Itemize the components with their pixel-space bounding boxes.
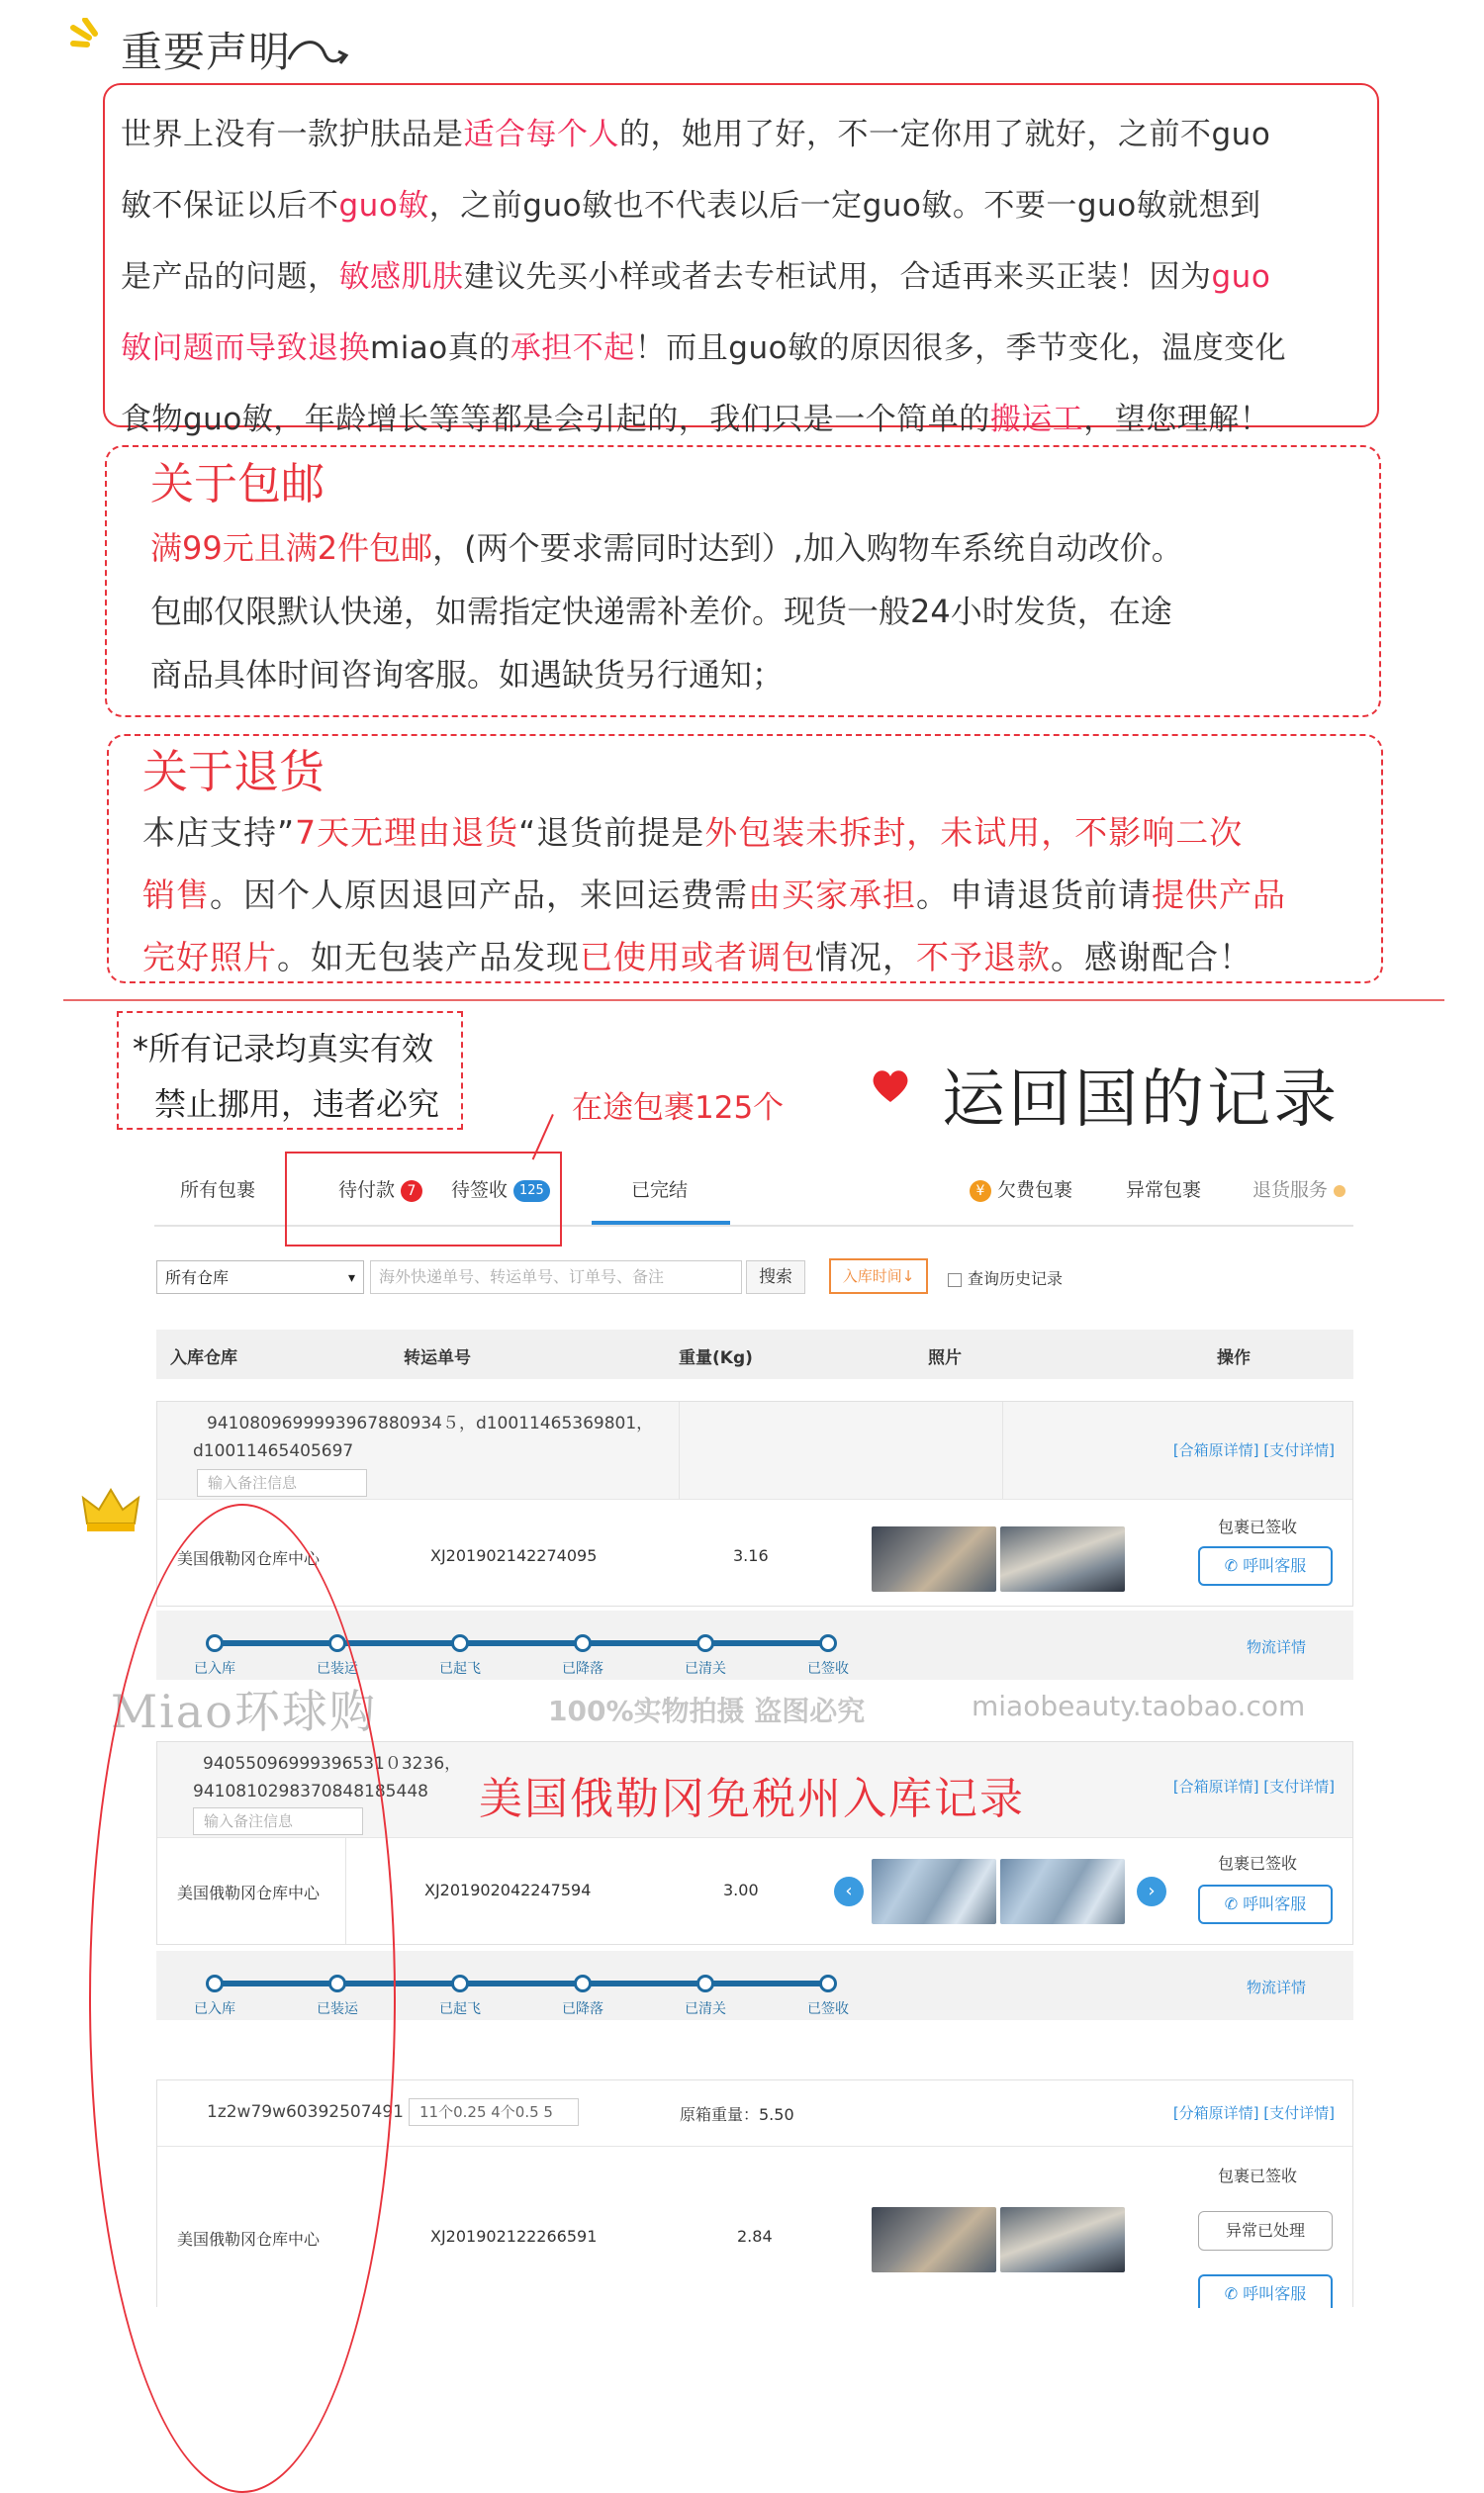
tab-owed[interactable]	[970, 1175, 1072, 1202]
call-service-label: 呼叫客服	[1243, 1556, 1307, 1575]
transfer-no-cell: XJ201902042247594	[424, 1881, 592, 1899]
shipping-title: 关于包邮	[150, 459, 325, 509]
notice-header	[69, 14, 465, 76]
step-label: 已签收	[807, 2001, 849, 2017]
tracking-numbers-line-2: d10011465405697	[193, 1441, 354, 1461]
spec-input[interactable]: 11个0.25 4个0.5 5	[409, 2098, 579, 2126]
tracking-number: 1z2w79w60392507491	[207, 2102, 404, 2122]
package-photo[interactable]	[872, 1859, 996, 1924]
step-label: 已降落	[562, 2001, 603, 2017]
tab-return-service[interactable]	[1252, 1175, 1345, 1202]
chevron-down-icon: ▾	[347, 1270, 355, 1286]
curl-arrow-icon	[285, 34, 354, 73]
crown-icon	[81, 1484, 140, 1537]
active-tab-indicator	[592, 1221, 730, 1225]
tracking-numbers-line-1: 94055096999396531０3236，	[203, 1754, 462, 1774]
call-service-label: 呼叫客服	[1243, 1894, 1307, 1913]
status-text: 包裹已签收	[1218, 2167, 1298, 2185]
table-row	[156, 1401, 1353, 1607]
original-weight: 原箱重量：5.50	[680, 2105, 794, 2124]
tab-owed-label: 欠费包裹	[997, 1179, 1073, 1201]
warehouse-select[interactable]	[156, 1260, 364, 1294]
progress-node	[451, 1975, 469, 1992]
filter-bar	[156, 1260, 1353, 1300]
step-label: 已装运	[317, 1661, 358, 1677]
step-label: 已装运	[317, 2001, 358, 2017]
phone-icon: ✆	[1224, 2284, 1244, 2303]
abnormal-handled-button[interactable]: 异常已处理	[1198, 2211, 1333, 2251]
progress-node	[574, 1975, 592, 1992]
status-text: 包裹已签收	[1218, 1854, 1298, 1873]
validity-line-2: 禁止挪用，违者必究	[154, 1085, 440, 1123]
watermark-brand: Miao环球购	[111, 1685, 377, 1738]
step-label: 已清关	[685, 1661, 726, 1677]
tracking-numbers-line-2: 9410810298370848185448	[193, 1782, 428, 1801]
progress-node	[451, 1634, 469, 1652]
tab-all[interactable]: 所有包裹	[180, 1179, 256, 1201]
notice-line-3: 是产品的问题，敏感肌肤建议先买小样或者去专柜试用，合适再来买正装！因为guo	[121, 259, 1271, 295]
note-input[interactable]: 输入备注信息	[193, 1807, 363, 1835]
shipping-line-2: 包邮仅限默认快递，如需指定快递需补差价。现货一般24小时发货，在途	[150, 593, 1172, 630]
call-service-button[interactable]	[1198, 2274, 1333, 2308]
tab-to-sign-label: 待签收	[451, 1179, 509, 1201]
records-screenshot	[111, 1157, 1365, 2303]
sort-by-time-button[interactable]: 入库时间↓	[829, 1258, 928, 1294]
weight-cell: 3.00	[723, 1881, 759, 1899]
notice-line-2: 敏不保证以后不guo敏，之前guo敏也不代表以后一定guo敏。不要一guo敏就想到	[121, 188, 1261, 224]
shipping-box	[105, 445, 1381, 717]
package-photo[interactable]	[1000, 2207, 1125, 2272]
progress-node	[819, 1975, 837, 1992]
chevron-left-icon[interactable]: ‹	[834, 1877, 864, 1906]
coin-icon: ¥	[970, 1180, 991, 1202]
step-label: 已起飞	[439, 1661, 481, 1677]
returns-line-1: 本店支持”7天无理由退货“退货前提是外包装未拆封，未试用，不影响二次	[142, 813, 1244, 852]
progress-node	[819, 1634, 837, 1652]
notice-line-5: 食物guo敏，年龄增长等等都是会引起的，我们只是一个简单的搬运工，望您理解！	[121, 402, 1271, 437]
status-text: 包裹已签收	[1218, 1518, 1298, 1536]
warehouse-cell: 美国俄勒冈仓库中心	[177, 1549, 321, 1568]
col-actions: 操作	[1217, 1348, 1251, 1368]
transit-count-label: 在途包裹125个	[572, 1090, 785, 1126]
tab-abnormal[interactable]: 异常包裹	[1126, 1179, 1202, 1201]
search-input[interactable]: 海外快递单号、转运单号、订单号、备注	[370, 1260, 742, 1294]
col-warehouse: 入库仓库	[170, 1348, 237, 1368]
notice-line-4: 敏问题而导致退换miao真的承担不起！而且guo敏的原因很多，季节变化，温度变化	[121, 330, 1287, 366]
phone-icon: ✆	[1224, 1894, 1244, 1913]
watermark-url: miaobeauty.taobao.com	[972, 1690, 1306, 1722]
step-label: 已入库	[194, 2001, 235, 2017]
sparkle-icon	[69, 18, 115, 57]
history-checkbox[interactable]	[948, 1266, 1063, 1289]
package-photo[interactable]	[872, 1526, 996, 1592]
call-service-button[interactable]	[1198, 1885, 1333, 1924]
step-label: 已签收	[807, 1661, 849, 1677]
unpaid-count-badge: 7	[401, 1180, 422, 1202]
shipping-line-1: 满99元且满2件包邮，(两个要求需同时达到）,加入购物车系统自动改价。	[150, 529, 1183, 567]
section-divider	[63, 999, 1444, 1001]
warehouse-cell: 美国俄勒冈仓库中心	[177, 1884, 321, 1902]
detail-links[interactable]: [分箱原详情] [支付详情]	[1172, 2104, 1335, 2122]
checkbox-icon	[948, 1273, 962, 1287]
detail-links[interactable]: [合箱原详情] [支付详情]	[1172, 1778, 1335, 1796]
validity-notice-box	[117, 1011, 463, 1130]
package-photo[interactable]	[1000, 1859, 1125, 1924]
records-title: 运回国的记录	[942, 1063, 1340, 1137]
transfer-no-cell: XJ201902122266591	[430, 2227, 598, 2246]
table-header	[156, 1330, 1353, 1379]
tracking-numbers-line-1: 9410809699993967880934５，d10011465369801，	[207, 1414, 654, 1433]
column-divider	[679, 1402, 680, 1499]
notice-title: 重要声明	[121, 28, 292, 76]
transfer-no-cell: XJ201902142274095	[430, 1546, 598, 1565]
package-photo[interactable]	[872, 2207, 996, 2272]
returns-title: 关于退货	[142, 745, 325, 798]
heart-icon	[869, 1066, 912, 1106]
warehouse-select-value: 所有仓库	[165, 1268, 230, 1287]
column-divider	[1002, 1402, 1003, 1499]
warehouse-cell: 美国俄勒冈仓库中心	[177, 2230, 321, 2249]
search-button[interactable]: 搜索	[746, 1260, 805, 1294]
detail-links[interactable]: [合箱原详情] [支付详情]	[1172, 1441, 1335, 1459]
info-dot-icon	[1334, 1185, 1345, 1197]
call-service-label: 呼叫客服	[1243, 2284, 1307, 2303]
col-photos: 照片	[928, 1348, 962, 1368]
call-service-button[interactable]	[1198, 1546, 1333, 1586]
progress-node	[696, 1975, 714, 1992]
progress-node	[574, 1634, 592, 1652]
chevron-right-icon[interactable]: ›	[1137, 1877, 1166, 1906]
callout-highlight-box	[285, 1152, 562, 1246]
record-header	[157, 1402, 1352, 1500]
step-label: 已清关	[685, 2001, 726, 2017]
returns-line-3: 完好照片。如无包装产品发现已使用或者调包情况，不予退款。感谢配合！	[142, 938, 1252, 976]
weight-cell: 2.84	[737, 2227, 773, 2246]
phone-icon: ✆	[1224, 1556, 1244, 1575]
warehouse-record-title: 美国俄勒冈免税州入库记录	[479, 1774, 1025, 1824]
returns-box	[107, 734, 1383, 983]
step-label: 已入库	[194, 1661, 235, 1677]
logistics-link[interactable]: 物流详情	[1247, 1638, 1307, 1656]
returns-line-2: 销售。因个人原因退回产品，来回运费需由买家承担。申请退货前请提供产品	[142, 876, 1286, 914]
notice-box	[103, 83, 1379, 437]
tab-done[interactable]: 已完结	[631, 1179, 689, 1201]
watermark-claim: 100%实物拍摄 盗图必究	[548, 1695, 866, 1727]
note-input[interactable]: 输入备注信息	[197, 1469, 367, 1497]
history-label: 查询历史记录	[968, 1269, 1064, 1288]
highlight-ellipse	[89, 1504, 396, 2493]
tab-return-service-label: 退货服务	[1252, 1179, 1329, 1201]
col-transfer-no: 转运单号	[404, 1348, 471, 1368]
col-weight: 重量(Kg)	[679, 1348, 753, 1368]
step-label: 已起飞	[439, 2001, 481, 2017]
weight-cell: 3.16	[733, 1546, 769, 1565]
tab-unpaid-label: 待付款	[338, 1179, 396, 1201]
to-sign-count-badge: 125	[513, 1180, 550, 1202]
notice-line-1: 世界上没有一款护肤品是适合每个人的，她用了好，不一定你用了就好，之前不guo	[121, 117, 1271, 152]
step-label: 已降落	[562, 1661, 603, 1677]
package-photo[interactable]	[1000, 1526, 1125, 1592]
shipping-line-3: 商品具体时间咨询客服。如遇缺货另行通知；	[150, 656, 785, 693]
logistics-link[interactable]: 物流详情	[1247, 1979, 1307, 1996]
validity-line-1: *所有记录均真实有效	[133, 1030, 434, 1067]
progress-node	[696, 1634, 714, 1652]
